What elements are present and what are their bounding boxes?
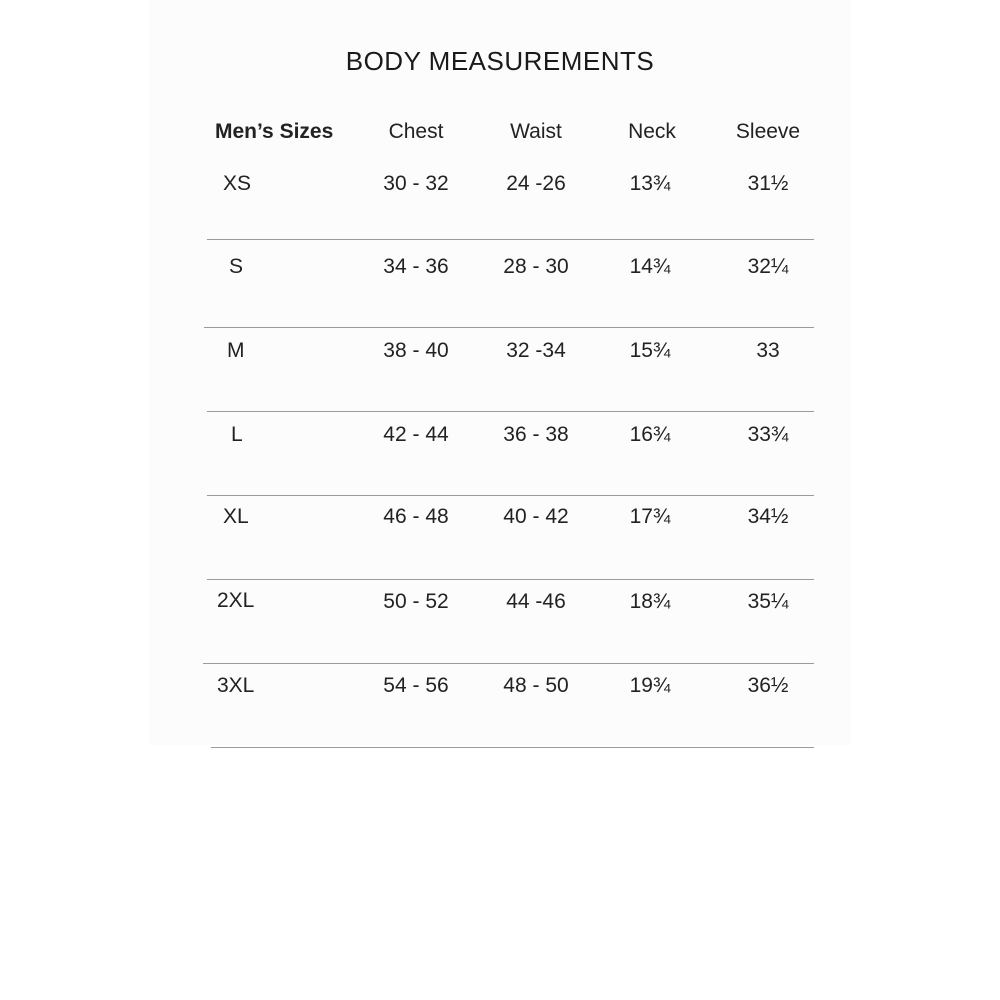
neck-cell: 14¾ [629,255,671,278]
header-chest: Chest [388,120,444,143]
row-divider [207,239,814,240]
waist-cell: 48 - 50 [503,674,569,697]
header-mens-sizes: Men’s Sizes [215,120,334,143]
size-cell: XS [223,172,252,195]
size-cell: L [231,423,243,446]
waist-cell: 32 -34 [506,339,566,362]
row-divider [207,495,814,496]
header-waist: Waist [510,120,562,143]
neck-cell: 16¾ [629,423,671,446]
neck-cell: 18¾ [629,590,671,613]
sleeve-cell: 33 [756,339,780,362]
size-cell: 2XL [217,589,255,612]
chest-cell: 50 - 52 [383,590,449,613]
neck-cell: 15¾ [629,339,671,362]
chest-cell: 38 - 40 [383,339,449,362]
row-divider [207,411,814,412]
sleeve-cell: 33¾ [747,423,789,446]
waist-cell: 40 - 42 [503,505,569,528]
sleeve-cell: 34½ [747,505,789,528]
sleeve-cell: 31½ [747,172,789,195]
header-sleeve: Sleeve [735,120,801,143]
sleeve-cell: 32¼ [747,255,789,278]
chest-cell: 34 - 36 [383,255,449,278]
neck-cell: 17¾ [629,505,671,528]
waist-cell: 24 -26 [506,172,566,195]
chest-cell: 30 - 32 [383,172,449,195]
waist-cell: 36 - 38 [503,423,569,446]
size-cell: M [227,339,245,362]
page-title: BODY MEASUREMENTS [345,46,655,76]
sleeve-cell: 36½ [747,674,789,697]
neck-cell: 13¾ [629,172,671,195]
sleeve-cell: 35¼ [747,590,789,613]
header-neck: Neck [628,120,676,143]
chest-cell: 42 - 44 [383,423,449,446]
waist-cell: 44 -46 [506,590,566,613]
chart-background [150,0,850,745]
chest-cell: 46 - 48 [383,505,449,528]
size-cell: S [229,255,244,278]
row-divider [204,327,814,328]
neck-cell: 19¾ [629,674,671,697]
row-divider [211,747,814,748]
waist-cell: 28 - 30 [503,255,569,278]
row-divider [207,579,814,580]
size-cell: 3XL [217,674,255,697]
size-cell: XL [223,505,249,528]
chest-cell: 54 - 56 [383,674,449,697]
row-divider [203,663,814,664]
